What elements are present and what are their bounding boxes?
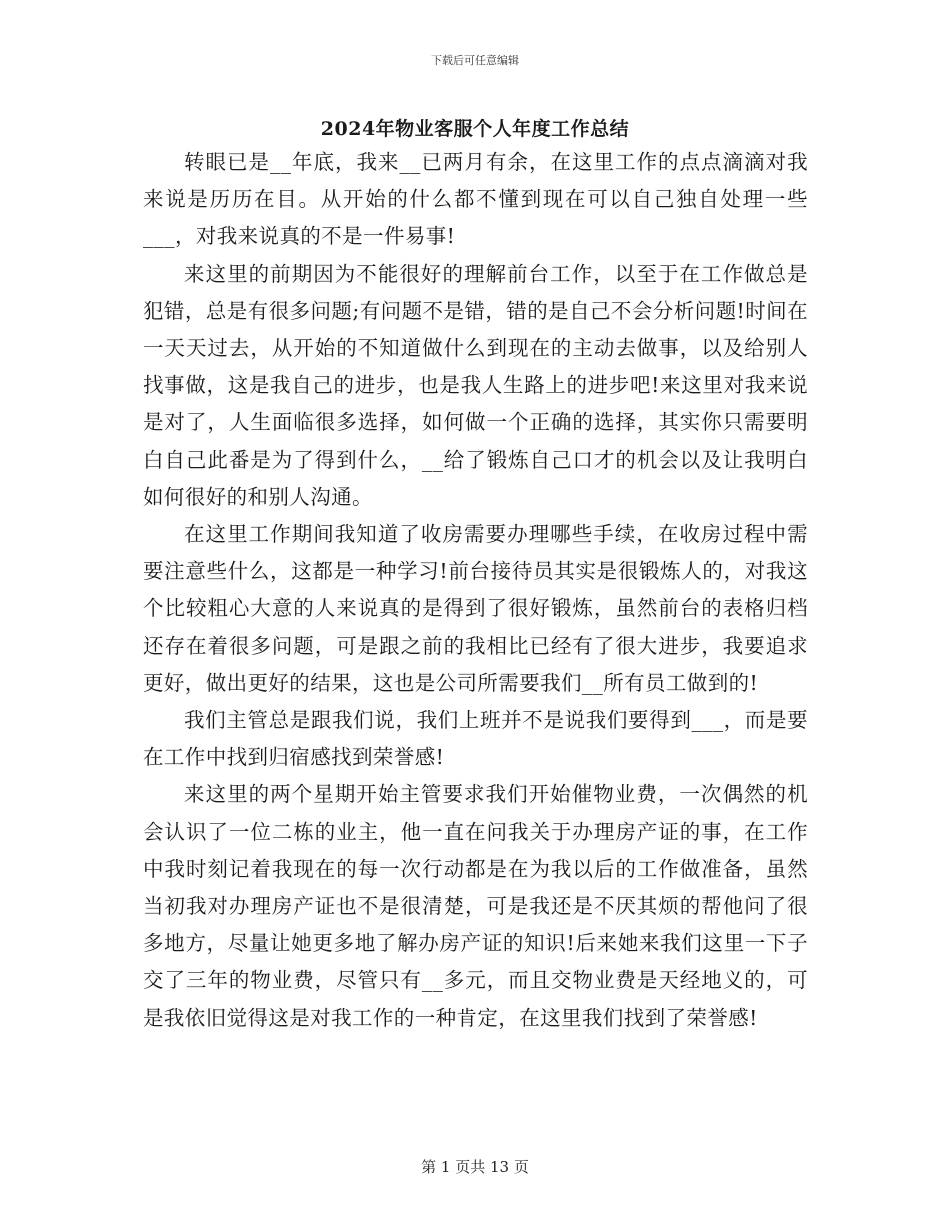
paragraph-3: 在这里工作期间我知道了收房需要办理哪些手续，在收房过程中需要注意些什么，这都是一种学习!前台接待员其实是很锻炼人的，对我这个比较粗心大意的人来说真的是得到了很好锻炼，虽然前台的表格归档还存在着很多问题，可是跟之前的我相比已经有了很大进步，我要追求更好，做出更好的结果，这也是公司所需要我们__所有员工做到的! [143,522,808,695]
header-note: 下载后可任意编辑 [431,54,519,67]
document-title: 2024年物业客服个人年度工作总结 [320,118,630,140]
paragraph-1: 转眼已是__年底，我来__已两月有余，在这里工作的点点滴滴对我来说是历历在目。从开始的什么都不懂到现在可以自己独自处理一些___，对我来说真的不是一件易事! [143,150,808,249]
paragraph-2: 来这里的前期因为不能很好的理解前台工作，以至于在工作做总是犯错，总是有很多问题;有问题不是错，错的是自己不会分析问题!时间在一天天过去，从开始的不知道做什么到现在的主动去做事，以及给别人找事做，这是我自己的进步，也是我人生路上的进步吧!来这里对我来说是对了，人生面临很多选择，如何做一个正确的选择，其实你只需要明白自己此番是为了得到什么，__给了锻炼自己口才的机会以及让我明白如何很好的和别人沟通。 [143,261,808,509]
document-body [143,144,808,1037]
paragraph-5: 来这里的两个星期开始主管要求我们开始催物业费，一次偶然的机会认识了一位二栋的业主，他一直在问我关于办理房产证的事，在工作中我时刻记着我现在的每一次行动都是在为我以后的工作做准备，虽然当初我对办理房产证也不是很清楚，可是我还是不厌其烦的帮他问了很多地方，尽量让她更多地了解办房产证的知识!后来她来我们这里一下子交了三年的物业费，尽管只有__多元，而且交物业费是天经地义的，可是我依旧觉得这是对我工作的一种肯定，在这里我们找到了荣誉感! [143,782,808,1030]
page-footer: 第 1 页共 13 页 [421,1158,529,1176]
paragraph-4: 我们主管总是跟我们说，我们上班并不是说我们要得到___，而是要在工作中找到归宿感找到荣誉感! [143,708,808,770]
